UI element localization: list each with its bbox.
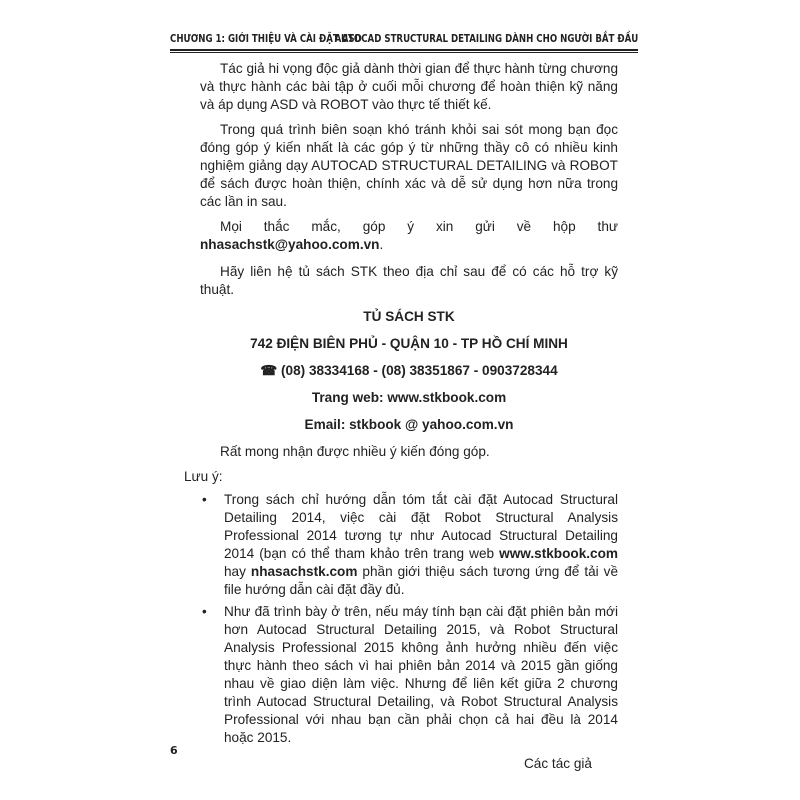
phone-numbers: (08) 38334168 - (08) 38351867 - 0903728344 bbox=[281, 363, 558, 378]
signature: Các tác giả bbox=[523, 756, 592, 771]
header-rule-thin bbox=[170, 52, 638, 53]
note-1-text-a: Trong sách chỉ hướng dẫn tóm tắt cài đặt Autocad Structural Detailing 2014, việc cài đặt Robot Structural Analysis Professional 2014 tương tự như Autocad Structural Detailing 2014 (bạn có thể tham khảo trên trang web bbox=[224, 492, 618, 561]
publisher-email: Email: stkbook @ yahoo.com.vn bbox=[304, 417, 514, 432]
paragraph-feedback: Trong quá trình biên soạn khó tránh khỏi sai sót mong bạn đọc đóng góp ý kiến nhất là các góp ý từ những thầy cô có nhiều kinh nghiệm giảng dạy AUTOCAD STRUCTURAL DETAILING và ROBOT để sách được hoàn thiện, chính xác và dễ sử dụng hơn nữa trong các lần in sau. bbox=[200, 122, 618, 209]
publisher-address: 742 ĐIỆN BIÊN PHỦ - QUẬN 10 - TP HỒ CHÍ MINH bbox=[250, 336, 568, 351]
note-1-text-c: phần giới thiệu sách tương ứng để tải về file hướng dẫn cài đặt đầy đủ. bbox=[224, 564, 618, 597]
page-number: 6 bbox=[170, 744, 178, 757]
note-1-site: www.stkbook.com bbox=[499, 546, 618, 561]
contact-email-address: nhasachstk@yahoo.com.vn bbox=[200, 237, 380, 252]
page-body bbox=[184, 60, 618, 773]
notes-label: Lưu ý: bbox=[184, 469, 223, 484]
contact-email-prefix: Mọi thắc mắc, góp ý xin gửi về hộp thư bbox=[220, 219, 618, 234]
note-1-text-b: hay bbox=[224, 564, 251, 579]
paragraph-support: Hãy liên hệ tủ sách STK theo địa chỉ sau để có các hỗ trợ kỹ thuật. bbox=[200, 264, 618, 297]
paragraph-closing: Rất mong nhận được nhiều ý kiến đóng góp. bbox=[220, 444, 490, 459]
paragraph-contact-email bbox=[200, 218, 618, 254]
bullet-icon: • bbox=[202, 604, 207, 619]
note-1-site2: nhasachstk.com bbox=[250, 564, 358, 579]
paragraph-intro: Tác giả hi vọng độc giả dành thời gian để thực hành từng chương và thực hành các bài tập ở cuối mỗi chương để hoàn thiện kỹ năng và áp dụng ASD và ROBOT vào thực tế thiết kế. bbox=[200, 61, 618, 112]
note-item-1 bbox=[200, 491, 618, 599]
note-2-text: Như đã trình bày ở trên, nếu máy tính bạn cài đặt phiên bản mới hơn Autocad Structural Detailing 2015, và Robot Structural Analysis Professional 2015 không ảnh hưởng nhiều đến việc thực hành theo sách vì hai phiên bản 2014 và 2015 gần giống nhau về giao diện làm việc. Nhưng để liên kết giữa 2 chương trình Autocad Structural Detailing, và Robot Structural Analysis Professional với nhau bạn cần phải chọn cả hai đều là 2014 hoặc 2015. bbox=[224, 604, 618, 745]
bullet-icon: • bbox=[202, 492, 207, 507]
header-rule bbox=[170, 49, 638, 51]
contact-email-suffix: . bbox=[379, 237, 384, 252]
note-item-2 bbox=[200, 603, 618, 747]
running-header-chapter: CHƯƠNG 1: GIỚI THIỆU VÀ CÀI ĐẶT ASD bbox=[170, 33, 362, 45]
publisher-name: TỦ SÁCH STK bbox=[363, 309, 455, 324]
notes-list bbox=[200, 491, 618, 747]
publisher-website: Trang web: www.stkbook.com bbox=[311, 390, 507, 405]
running-header-book-title: AUTOCAD STRUCTURAL DETAILING DÀNH CHO NGƯỜI BẮT ĐẦU bbox=[334, 33, 638, 45]
phone-icon: ☎ bbox=[260, 363, 278, 378]
publisher-phones bbox=[200, 362, 618, 380]
